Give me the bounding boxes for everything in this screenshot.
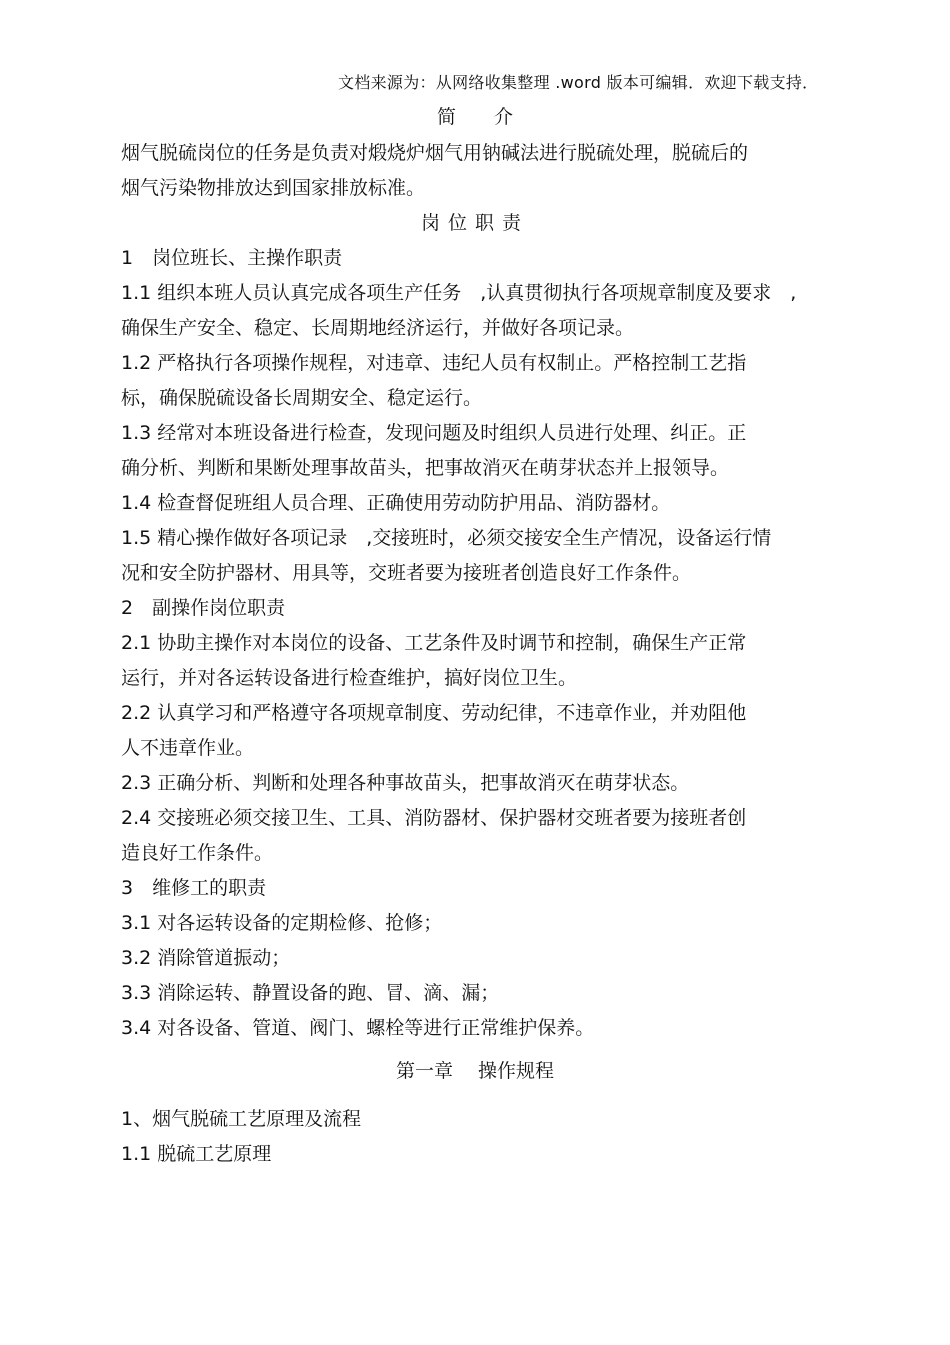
duty-line: 1.1 组织本班人员认真完成各项生产任务 ,认真贯彻执行各项规章制度及要求 , bbox=[121, 282, 797, 304]
duty-line: 人不违章作业。 bbox=[121, 737, 255, 759]
duty-line: 2.3 正确分析、判断和处理各种事故苗头，把事故消灭在萌芽状态。 bbox=[121, 772, 690, 794]
duty-line: 3.2 消除管道振动； bbox=[121, 947, 291, 969]
intro-line: 烟气污染物排放达到国家排放标准。 bbox=[121, 177, 426, 199]
duty-heading: 岗位职责 bbox=[420, 212, 529, 234]
duty-line: 1.4 检查督促班组人员合理、正确使用劳动防护用品、消防器材。 bbox=[121, 492, 671, 514]
duty-line: 确保生产安全、稳定、长周期地经济运行，并做好各项记录。 bbox=[121, 317, 635, 339]
duty-line: 况和安全防护器材、用具等，交班者要为接班者创造良好工作条件。 bbox=[121, 562, 692, 584]
duty-line: 3 维修工的职责 bbox=[121, 877, 267, 899]
duty-line: 1.5 精心操作做好各项记录 ,交接班时，必须交接安全生产情况，设备运行情 bbox=[121, 527, 772, 549]
chapter-heading: 第一章 操作规程 bbox=[395, 1060, 555, 1082]
duty-line: 确分析、判断和果断处理事故苗头，把事故消灭在萌芽状态并上报领导。 bbox=[121, 457, 730, 479]
source-note: 文档来源为：从网络收集整理 .word 版本可编辑．欢迎下载支持． bbox=[338, 73, 819, 92]
duty-line: 造良好工作条件。 bbox=[121, 842, 274, 864]
duty-line: 3.4 对各设备、管道、阀门、螺栓等进行正常维护保养。 bbox=[121, 1017, 595, 1039]
chapter-line: 1、烟气脱硫工艺原理及流程 bbox=[121, 1108, 362, 1130]
duty-line: 1 岗位班长、主操作职责 bbox=[121, 247, 343, 269]
duty-section bbox=[121, 241, 881, 1046]
intro-paragraph bbox=[121, 136, 881, 206]
duty-line: 2 副操作岗位职责 bbox=[121, 597, 286, 619]
duty-line: 标，确保脱硫设备长周期安全、稳定运行。 bbox=[121, 387, 483, 409]
chapter-line: 1.1 脱硫工艺原理 bbox=[121, 1143, 272, 1165]
duty-line: 3.1 对各运转设备的定期检修、抢修； bbox=[121, 912, 443, 934]
duty-line: 2.2 认真学习和严格遵守各项规章制度、劳动纪律，不违章作业，并劝阻他 bbox=[121, 702, 747, 724]
duty-line: 2.4 交接班必须交接卫生、工具、消防器材、保护器材交班者要为接班者创 bbox=[121, 807, 747, 829]
duty-line: 1.3 经常对本班设备进行检查，发现问题及时组织人员进行处理、纠正。正 bbox=[121, 422, 747, 444]
duty-line: 3.3 消除运转、静置设备的跑、冒、滴、漏； bbox=[121, 982, 500, 1004]
duty-line: 2.1 协助主操作对本岗位的设备、工艺条件及时调节和控制，确保生产正常 bbox=[121, 632, 747, 654]
intro-line: 烟气脱硫岗位的任务是负责对煅烧炉烟气用钠碱法进行脱硫处理，脱硫后的 bbox=[121, 142, 749, 164]
duty-line: 1.2 严格执行各项操作规程，对违章、违纪人员有权制止。严格控制工艺指 bbox=[121, 352, 747, 374]
intro-heading: 简 介 bbox=[436, 106, 513, 128]
duty-line: 运行，并对各运转设备进行检查维护，搞好岗位卫生。 bbox=[121, 667, 578, 689]
chapter-section bbox=[121, 1102, 881, 1172]
